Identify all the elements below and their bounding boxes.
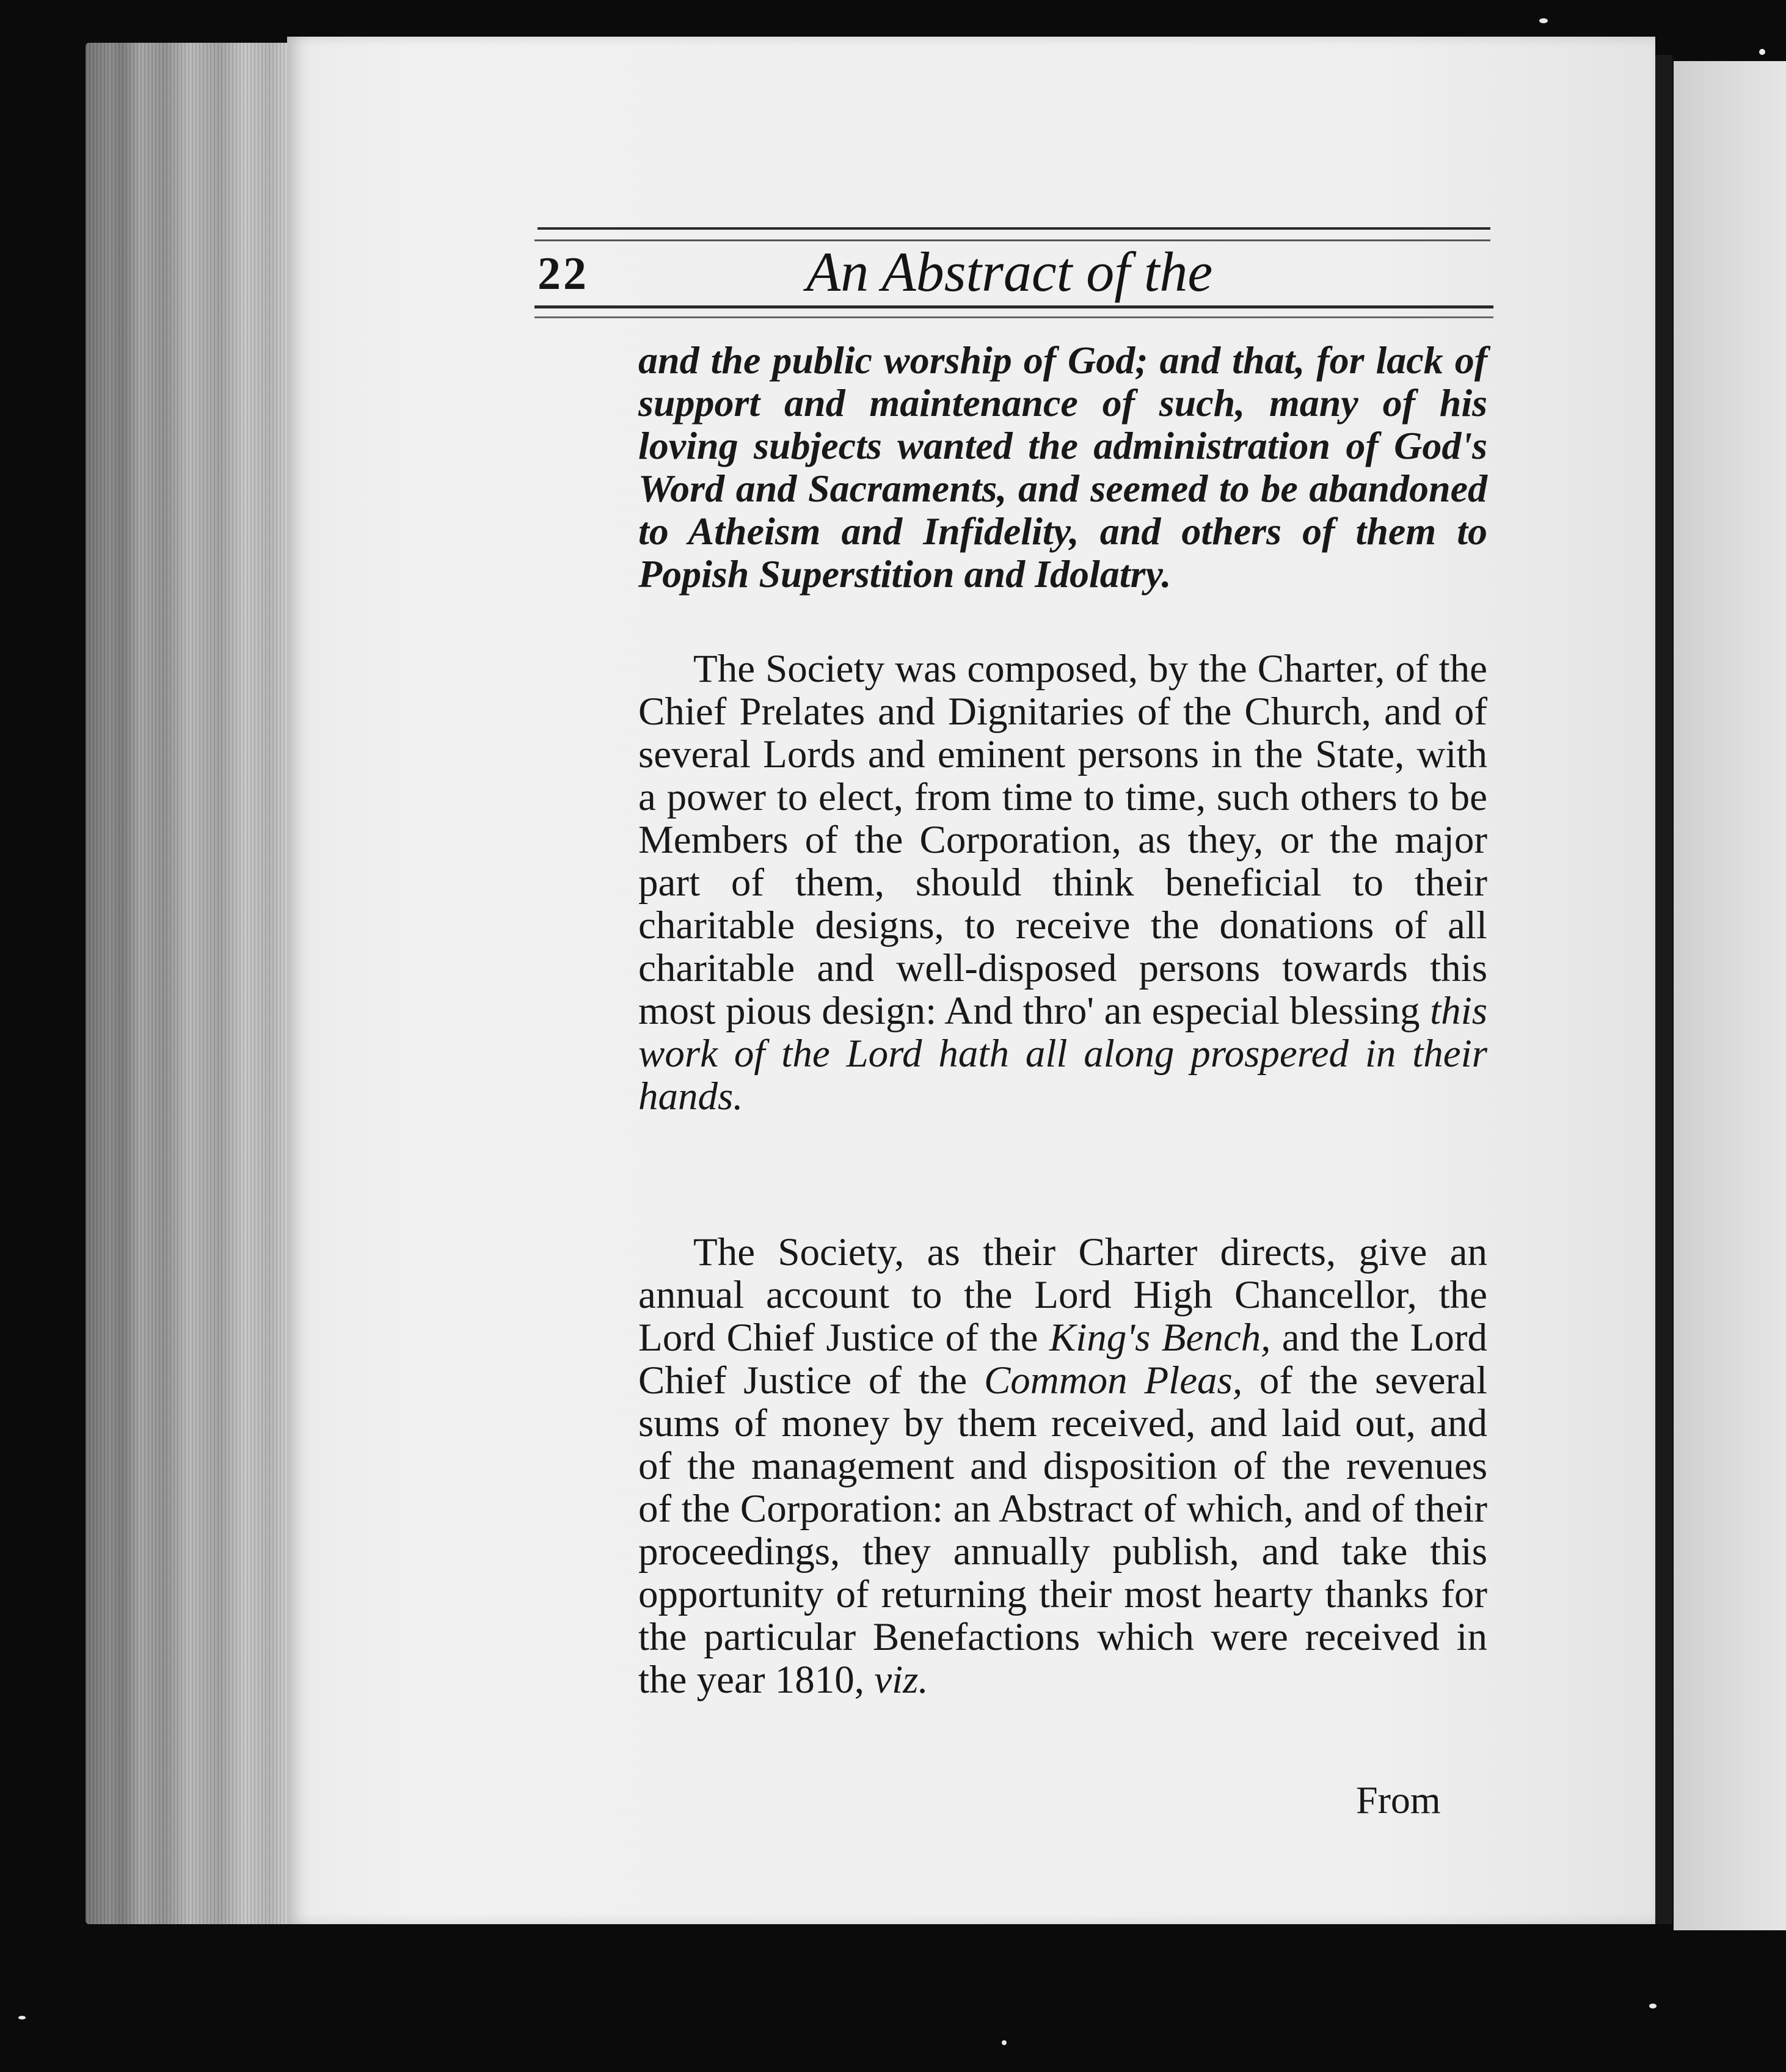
header-rule-top bbox=[538, 227, 1490, 230]
dust-speck bbox=[1649, 2004, 1657, 2008]
dust-speck bbox=[1002, 2040, 1007, 2045]
paragraph-society-composition bbox=[638, 648, 1487, 1118]
paragraph-continued: and the public worship of God; and that, for lack of support and maintenance of such, many of his loving subjects wanted the administration of God's Word and Sacraments, and seemed to be abandoned to Atheism and Infidelity, and others of them to Popish Superstition and Idolatry. bbox=[638, 338, 1487, 596]
header-rule-bottom-thin bbox=[534, 316, 1493, 318]
page-number: 22 bbox=[538, 248, 589, 299]
paragraph-annual-account bbox=[638, 1231, 1487, 1701]
facing-page-edge bbox=[1674, 61, 1786, 1930]
common-pleas-text: Common Pleas, bbox=[983, 1359, 1243, 1403]
viz-text: viz. bbox=[874, 1658, 928, 1702]
header-rule-bottom bbox=[534, 305, 1493, 308]
kings-bench-text: King's Bench, bbox=[1049, 1316, 1271, 1360]
running-head: An Abstract of the bbox=[806, 241, 1213, 303]
catchword: From bbox=[1356, 1778, 1441, 1822]
paragraph-text: The Society, as their Charter directs, give an annual account to the Lord High Chancellor, the Lord Chief Justice of the bbox=[638, 1230, 1487, 1360]
paragraph-text: The Society was composed, by the Charter, of the Chief Prelates and Dignitaries of the Church, and of several Lords and eminent persons in the State, with a power to elect, from time to time, such others to be Members of the Corporation, as they, or the major part of them, should think beneficial to their charitable designs, to receive the donations of all charitable and well-disposed persons towards this most pious design: And thro' an especial blessing bbox=[638, 647, 1487, 1033]
dust-speck bbox=[18, 2016, 26, 2019]
paragraph-italic-text: this work of the Lord hath all along prospered in their hands. bbox=[638, 989, 1488, 1118]
dust-speck bbox=[1759, 49, 1765, 55]
dust-speck bbox=[1539, 18, 1548, 23]
paragraph-text: of the several sums of money by them received, and laid out, and of the management and disposition of the revenues of the Corporation: an Abstract of which, and of their proceedings, they annually publish, and take this opportunity of returning their most hearty thanks for the particular Benefactions which were received in the year 1810, bbox=[638, 1359, 1488, 1702]
book-page-edges bbox=[86, 43, 293, 1924]
paragraph-text: and the Lord Chief Justice of the bbox=[638, 1316, 1488, 1403]
